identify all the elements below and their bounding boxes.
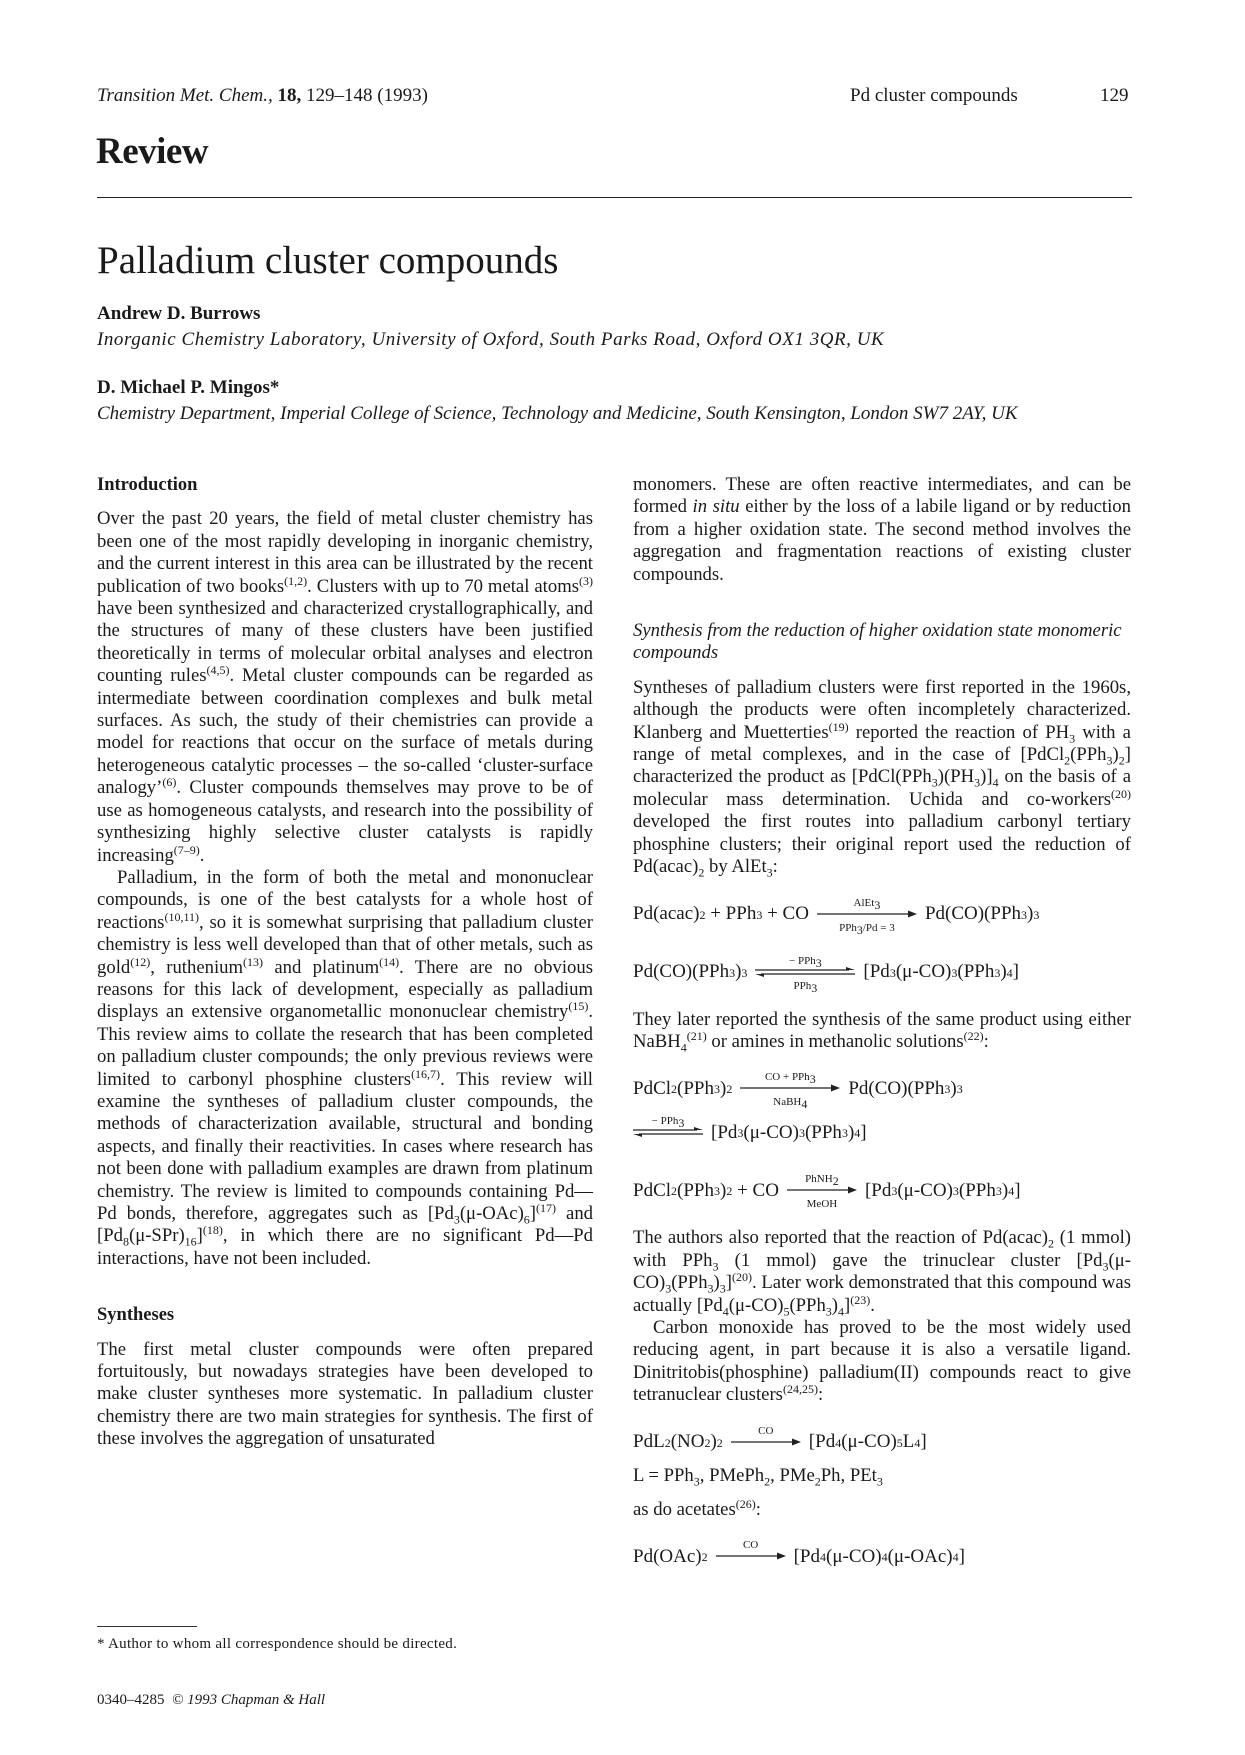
equilibrium-arrow-icon: − PPh$_3$ xyxy=(633,1115,703,1151)
section-label: Review xyxy=(96,131,209,172)
subsection-heading: Synthesis from the reduction of higher oxidation state monomeric compounds xyxy=(633,620,1122,664)
equilibrium-arrow-icon: − PPh$_3$ PPh$_3$ xyxy=(755,955,855,991)
ligand-list: L = PPh$_3$, PMePh$_2$, PMe$_2$Ph, PEt$_3$ xyxy=(633,1464,883,1489)
equation: Pd(CO)(PPh 3 ) 3 − PPh$_3$ PPh$_3$ [Pd 3 (μ-CO) 3 (PPh 3 ) 4 ] xyxy=(633,954,1019,995)
running-title: Pd cluster compounds xyxy=(850,85,1018,106)
equation: PdL 2 (NO 2 ) 2 CO [Pd 4 (μ-CO) 5 L 4 ] xyxy=(633,1421,1131,1465)
reaction-arrow-icon: PhNH$_2$ MeOH xyxy=(787,1173,857,1209)
body-text: as do acetates$^{(26)}$: xyxy=(633,1496,761,1520)
equation: Pd(OAc) 2 CO [Pd 4 (μ-CO) 4 (μ-OAc) 4 ] xyxy=(633,1535,1131,1579)
body-paragraph: Syntheses of palladium clusters were first reported in the 1960s, although the products were often incompletely characterized. Klanberg and Muetterties$^{(19)}$ reported the reaction of $PH_3$ with a range of metal complexes, and in the case of $[PdCl_2(PPh_3)_2]$ characterized the product as $[PdCl(PPh_3)(PH_3)]_4$ on the basis of a molecular mass determination. Uchida and co-workers$^{(20)}$ developed the first routes into palladium carbonyl tertiary phosphine clusters; their original report used the reduction of $Pd(acac)_2$ by AlEt$_3$: xyxy=(633,676,1131,880)
header-rule xyxy=(97,197,1132,198)
right-column xyxy=(633,474,1131,1579)
equation: Pd(acac) 2 + PPh 3 + CO AlEt$_3$ PPh$_3$/Pd = 3 Pd(CO)(PPh 3 ) 3 xyxy=(633,896,1040,937)
journal-citation: Transition Met. Chem., 18, 129–148 (1993) xyxy=(97,85,428,106)
footnote: * Author to whom all correspondence should be directed. xyxy=(97,1636,458,1652)
footnote-rule xyxy=(97,1626,197,1627)
body-paragraph: They later reported the synthesis of the same product using either NaBH$_4^{(21)}$ or amines in methanolic solutions$^{(22)}$: xyxy=(633,1008,1131,1055)
author-name: Andrew D. Burrows xyxy=(97,303,261,324)
section-heading: Syntheses xyxy=(97,1305,175,1326)
equation: PdCl 2 (PPh 3 ) 2 + CO PhNH$_2$ MeOH [Pd 3 (μ-CO) 3 (PPh 3 ) 4 ] xyxy=(633,1173,1021,1211)
left-column xyxy=(97,474,593,1451)
author-name: D. Michael P. Mingos* xyxy=(97,377,280,398)
page-number: 129 xyxy=(1100,85,1129,106)
body-paragraph: monomers. These are often reactive intermediates, and can be formed in situ either by the loss of a labile ligand or by reduction from a higher oxidation state. The second method involves the aggregation and fragmentation reactions of existing cluster compounds. xyxy=(633,474,1131,585)
author-affiliation: Chemistry Department, Imperial College of Science, Technology and Medicine, South Kensington, London SW7 2AY, UK xyxy=(97,403,1018,424)
body-paragraph: Carbon monoxide has proved to be the most widely used reducing agent, in part because it is also a versatile ligand. Dinitritobis(phosphine) palladium(II) compounds react to give tetranuclear clusters$^{(24,25)}$: xyxy=(633,1316,1131,1406)
reaction-arrow-icon: CO + PPh$_3$ NaBH$_4$ xyxy=(740,1071,840,1107)
reaction-arrow-icon: CO xyxy=(716,1539,786,1575)
body-paragraph: Over the past 20 years, the field of metal cluster chemistry has been one of the most rapidly developing in inorganic chemistry, and the current interest in this area can be illustrated by the recent publication of two books$^{(1,2)}$. Clusters with up to 70 metal atoms$^{(3)}$ have been synthesized and characterized crystallographically, and the structures of many of these clusters have been justified theoretically in terms of molecular orbital analyses and electron counting rules$^{(4,5)}$. Metal cluster compounds can be regarded as intermediate between coordination complexes and bulk metal surfaces. As such, the study of their chemistries can provide a model for reactions that occur on the surface of metals during heterogeneous catalytic processes – the so-called ‘cluster-surface analogy’$^{(6)}$. Cluster compounds themselves may prove to be of use as homogeneous catalysts, and research into the possibility of synthesizing highly selective cluster catalysts is rapidly increasing$^{(7-9)}$. xyxy=(97,508,593,866)
reaction-arrow-icon: AlEt$_3$ PPh$_3$/Pd = 3 xyxy=(817,897,917,933)
issn-copyright: 0340–4285 © 1993 Chapman & Hall xyxy=(97,1692,326,1708)
body-paragraph: The first metal cluster compounds were often prepared fortuitously, but nowadays strategies have been developed to make cluster syntheses more systematic. In palladium cluster chemistry there are two main strategies for synthesis. The first of these involves the aggregation of unsaturated xyxy=(97,1338,593,1450)
equation: − PPh$_3$ [Pd 3 (μ-CO) 3 (PPh 3 ) 4 ] xyxy=(633,1111,1131,1155)
body-paragraph: Palladium, in the form of both the metal and mononuclear compounds, is one of the best catalysts for a whole host of reactions$^{(10,11)}$, so it is somewhat surprising that palladium cluster chemistry is less well developed than that of other metals, such as gold$^{(12)}$, ruthenium$^{(13)}$ and platinum$^{(14)}$. There are no obvious reasons for this lack of development, especially as palladium displays an extensive organometallic mononuclear chemistry$^{(15)}$. This review aims to collate the research that has been completed on palladium cluster compounds; the only previous reviews were limited to carbonyl phosphine clusters$^{(16,7)}$. This review will examine the syntheses of palladium cluster compounds, the methods of characterization available, structural and bonding aspects, and finally their reactivities. In cases where research has not been done with palladium examples are drawn from platinum chemistry. The review is limited to compounds containing Pd—Pd bonds, therefore, aggregates such as $[Pd_3(\mu-OAc)_6]^{(17)}$ and $[Pd_8(\mu-SPr)_{16}]^{(18)}$, in which there are no significant Pd—Pd interactions, have not been included. xyxy=(97,866,594,1269)
equation: PdCl 2 (PPh 3 ) 2 CO + PPh$_3$ NaBH$_4$ Pd(CO)(PPh 3 ) 3 xyxy=(633,1071,963,1112)
paper-title: Palladium cluster compounds xyxy=(97,239,559,282)
author-affiliation: Inorganic Chemistry Laboratory, University of Oxford, South Parks Road, Oxford OX1 3QR, UK xyxy=(97,329,885,350)
reaction-arrow-icon: CO xyxy=(731,1425,801,1461)
section-heading: Introduction xyxy=(97,475,198,495)
body-paragraph: The authors also reported that the reaction of $Pd(acac)_2$ (1 mmol) with PPh$_3$ (1 mmol) gave the trinuclear cluster $[Pd_3(\mu-CO)_3(PPh_3)_3]^{(20)}$. Later work demonstrated that this compound was actually $[Pd_4(\mu-CO)_5(PPh_3)_4]^{(23)}$. xyxy=(633,1227,1131,1319)
